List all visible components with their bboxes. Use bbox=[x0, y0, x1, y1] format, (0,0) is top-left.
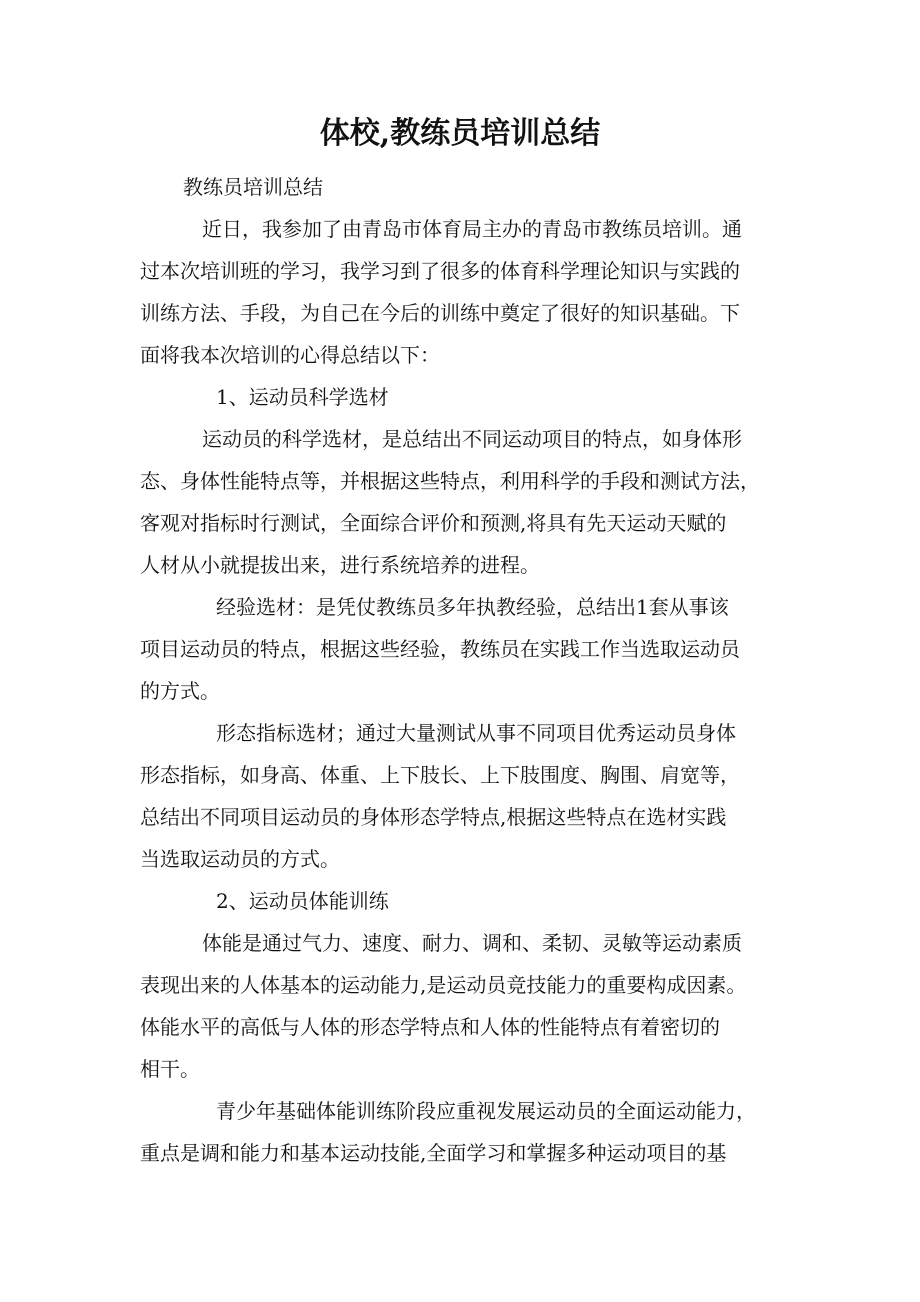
paragraph-line: 当选取运动员的方式。 bbox=[140, 847, 340, 871]
paragraph-line: 重点是调和能力和基本运动技能,全面学习和掌握多种运动项目的基 bbox=[140, 1141, 727, 1165]
paragraph-line: 人材从小就提拔出来，进行系统培养的进程。 bbox=[140, 553, 540, 577]
paragraph-line: 体能是通过气力、速度、耐力、调和、柔韧、灵敏等运动素质 bbox=[202, 931, 742, 955]
paragraph-line: 总结出不同项目运动员的身体形态学特点,根据这些特点在选材实践 bbox=[140, 805, 727, 829]
paragraph-line: 经验选材：是凭仗教练员多年执教经验，总结出1套从事该 bbox=[216, 595, 729, 619]
paragraph-line: 项目运动员的特点，根据这些经验，教练员在实践工作当选取运动员 bbox=[140, 637, 740, 661]
paragraph-line: 面将我本次培训的心得总结以下： bbox=[140, 343, 440, 367]
paragraph-line: 相干。 bbox=[140, 1057, 200, 1081]
paragraph-line: 运动员的科学选材，是总结出不同运动项目的特点，如身体形 bbox=[202, 427, 742, 451]
paragraph-line: 形态指标，如身高、体重、上下肢长、上下肢围度、胸围、肩宽等， bbox=[140, 763, 740, 787]
paragraph-line: 体能水平的高低与人体的形态学特点和人体的性能特点有着密切的 bbox=[140, 1015, 720, 1039]
paragraph-line: 态、身体性能特点等，并根据这些特点，利用科学的手段和测试方法， bbox=[140, 469, 760, 493]
paragraph-line: 表现出来的人体基本的运动能力,是运动员竞技能力的重要构成因素。 bbox=[140, 973, 747, 997]
paragraph-line: 训练方法、手段，为自己在今后的训练中奠定了很好的知识基础。下 bbox=[140, 301, 740, 325]
paragraph-line: 过本次培训班的学习，我学习到了很多的体育科学理论知识与实践的 bbox=[140, 259, 740, 283]
paragraph-line: 近日，我参加了由青岛市体育局主办的青岛市教练员培训。通 bbox=[202, 217, 742, 241]
paragraph-line: 的方式。 bbox=[140, 679, 220, 703]
subtitle-line: 教练员培训总结 bbox=[183, 175, 323, 199]
document-title: 体校,教练员培训总结 bbox=[319, 116, 601, 151]
section-heading: 1、运动员科学选材 bbox=[216, 385, 389, 409]
paragraph-line: 青少年基础体能训练阶段应重视发展运动员的全面运动能力， bbox=[216, 1099, 756, 1123]
section-heading: 2、运动员体能训练 bbox=[216, 889, 389, 913]
paragraph-line: 形态指标选材；通过大量测试从事不同项目优秀运动员身体 bbox=[216, 721, 736, 745]
paragraph-line: 客观对指标时行测试，全面综合评价和预测,将具有先天运动天赋的 bbox=[140, 511, 727, 535]
